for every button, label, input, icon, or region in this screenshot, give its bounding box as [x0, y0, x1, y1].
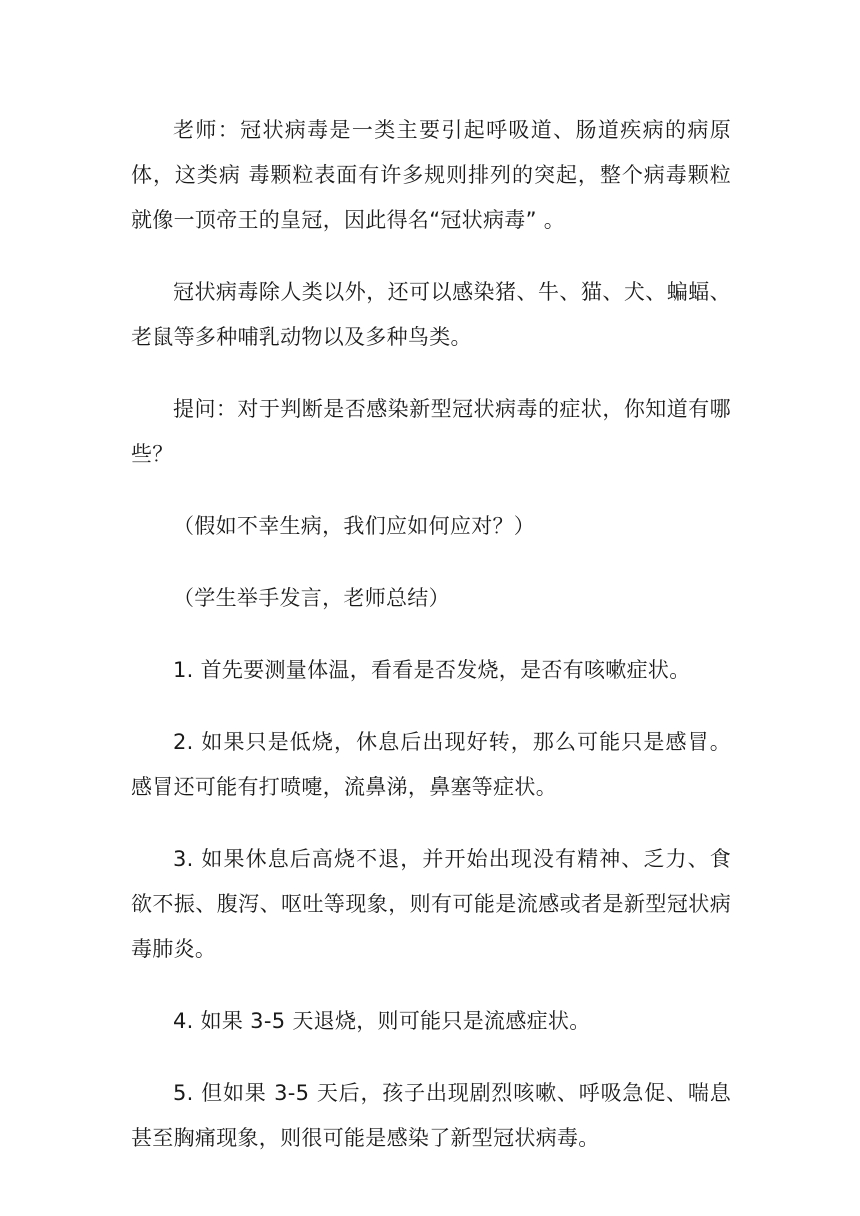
- paragraph-question: 提问：对于判断是否感染新型冠状病毒的症状，你知道有哪些？: [131, 397, 731, 466]
- paragraph-student-discussion: （学生举手发言，老师总结）: [173, 586, 450, 610]
- document-body: [131, 108, 731, 1188]
- list-item-2: 2. 如果只是低烧，休息后出现好转，那么可能只是感冒。感冒还可能有打喷嚏，流鼻涕，鼻塞等症状。: [131, 730, 731, 799]
- paragraph-teacher-intro: 老师：冠状病毒是一类主要引起呼吸道、肠道疾病的病原体，这类病 毒颗粒表面有许多规则排列的突起，整个病毒颗粒就像一顶帝王的皇冠，因此得名“冠状病毒” 。: [131, 118, 731, 232]
- list-item-1: 1. 首先要测量体温，看看是否发烧，是否有咳嗽症状。: [173, 658, 691, 682]
- list-item-4: 4. 如果 3-5 天退烧，则可能只是流感症状。: [173, 1009, 591, 1033]
- paragraph-sub-question: （假如不幸生病，我们应如何应对？）: [173, 514, 536, 538]
- list-item-3: 3. 如果休息后高烧不退，并开始出现没有精神、乏力、食欲不振、腹泻、呕吐等现象，则有可能是流感或者是新型冠状病毒肺炎。: [131, 847, 731, 961]
- paragraph-host-animals: 冠状病毒除人类以外，还可以感染猪、牛、猫、犬、蝙蝠、老鼠等多种哺乳动物以及多种鸟类。: [131, 280, 731, 349]
- list-item-5: 5. 但如果 3-5 天后，孩子出现剧烈咳嗽、呼吸急促、喘息甚至胸痛现象，则很可能是感染了新型冠状病毒。: [131, 1081, 731, 1150]
